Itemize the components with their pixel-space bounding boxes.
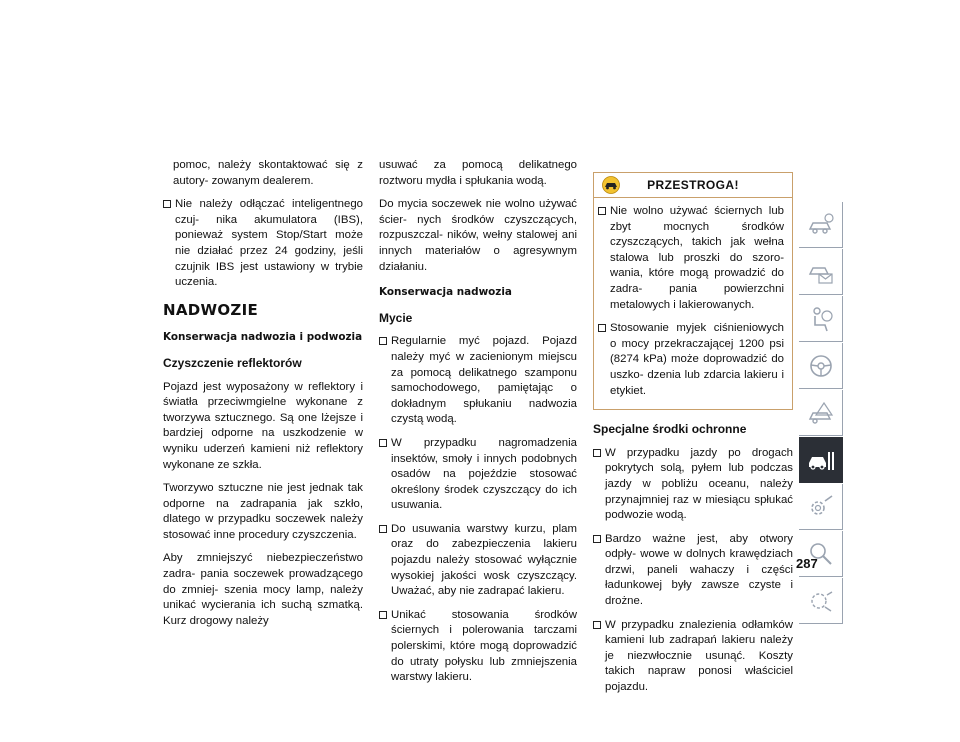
warning-header: [594, 173, 792, 198]
bullet-box-icon: [593, 449, 601, 457]
car-mail-icon: [807, 258, 835, 286]
column-middle: [379, 158, 577, 694]
bullet-box-icon: [379, 337, 387, 345]
list-item: Bardzo ważne jest, aby otwory odpły- wowe w dolnych krawędziach drzwi, paneli wahaczy i części ładunkowej były zawsze czyste i drożne.: [593, 532, 793, 610]
bullet-box-icon: [379, 439, 387, 447]
warning-title: PRZESTROGA!: [647, 178, 739, 192]
list-item: Nie należy odłączać inteligentnego czuj- nika akumulatora (IBS), ponieważ system Stop/Start może nie działać przez 24 godziny, jeśli czujnik IBS jest ustawiony w trybie uczenia.: [163, 197, 363, 291]
list-item: Regularnie myć pojazd. Pojazd należy myć w zacienionym miejscu za pomocą delikatnego szamponu samochodowego, pamiętając o dokładnym spłukaniu nadwozia czystą wodą.: [379, 334, 577, 428]
bullet-box-icon: [598, 207, 606, 215]
bullet-box-icon: [163, 200, 171, 208]
car-tools-icon: [807, 446, 835, 474]
bullet-box-icon: [379, 611, 387, 619]
airbag-seat-icon: [807, 305, 835, 333]
steering-wheel-icon: [807, 352, 835, 380]
list-item: Nie wolno używać ściernych lub zbyt mocnych środków czyszczących, takich jak wełna stalowa lub proszki do szoro- wania, które mogą prowadzić do zadra- pania powierzchni metalowych i lakierowanych.: [598, 204, 784, 313]
warning-car-icon: [600, 176, 622, 194]
paragraph: Aby zmniejszyć niebezpieczeństwo zadra- pania soczewek prowadzącego do zmniej- szenia mocy lamp, należy unikać wycierania ich suchą szmatką. Kurz drogowy należy: [163, 552, 363, 627]
warning-box: [593, 172, 793, 410]
column-left: [163, 158, 363, 637]
tab-technical[interactable]: [799, 484, 843, 530]
tab-multimedia[interactable]: [799, 578, 843, 624]
tab-getting-started[interactable]: [799, 249, 843, 295]
paragraph: Pojazd jest wyposażony w reflektory i światła przeciwmgielne wykonane z tworzywa sztucznego. Są one lżejsze i bardziej odporne na uszkodzenie w wyniku uderzeń kamieni niż reflektory wykonane ze szkła.: [163, 380, 363, 471]
bullet-box-icon: [598, 324, 606, 332]
bullet-box-icon: [593, 535, 601, 543]
list-item: Do usuwania warstwy kurzu, plam oraz do zabezpieczenia lakieru pojazdu należy stosować wyłącznie wysokiej jakości wosk czyszczący. Uważać, aby nie zadrapać lakieru.: [379, 522, 577, 600]
car-warning-icon: [807, 399, 835, 427]
gear-wrench-icon: [807, 493, 835, 521]
list-item: Stosowanie myjek ciśnieniowych o mocy przekraczającej 1200 psi (8274 kPa) może doprowadzić do uszko- dzenia lub zdarcia lakieru i etykiet.: [598, 321, 784, 399]
section-heading: Specjalne środki ochronne: [593, 422, 747, 437]
paragraph: Tworzywo sztuczne nie jest jednak tak odporne na zadrapania jak szkło, dlatego w przypadku soczewek należy stosować inne procedury czyszczenia.: [163, 482, 363, 541]
language-settings-icon: [807, 587, 835, 615]
tab-driving[interactable]: [799, 343, 843, 389]
section-heading: Czyszczenie reflektorów: [163, 355, 302, 370]
list-item: Unikać stosowania środków ściernych i polerowania tarczami polerskimi, które mogą doprowadzić do utraty połysku lub zmniejszenia warstwy lakieru.: [379, 608, 577, 686]
bullet-box-icon: [379, 525, 387, 533]
continued-text: pomoc, należy skontaktować się z autory- zowanym dealerem.: [173, 159, 363, 187]
list-item: W przypadku nagromadzenia insektów, smoły i innych podobnych osadów na pojeździe stosować określony środek czyszczący do ich usuwania.: [379, 436, 577, 514]
subsection-heading: Konserwacja nadwozia: [379, 286, 512, 299]
tab-servicing[interactable]: [799, 437, 843, 483]
tab-safety[interactable]: [799, 296, 843, 342]
page-number: 287: [796, 556, 818, 571]
car-info-icon: [807, 211, 835, 239]
warning-body: [594, 198, 792, 409]
tab-vehicle-info[interactable]: [799, 202, 843, 248]
section-heading-main: NADWOZIE: [163, 300, 259, 319]
section-heading: Mycie: [379, 310, 413, 325]
subsection-heading: Konserwacja nadwozia i podwozia: [163, 331, 363, 344]
paragraph: Do mycia soczewek nie wolno używać ścier- nych środków czyszczących, rozpuszczal- ników, wełny stalowej ani innych materiałów o agresywnym działaniu.: [379, 198, 577, 273]
column-right: [593, 160, 793, 704]
list-item: W przypadku znalezienia odłamków kamieni lub zadrapań lakieru należy je niezwłocznie usunąć. Koszty takich napraw ponosi właściciel pojazdu.: [593, 618, 793, 696]
paragraph: usuwać za pomocą delikatnego roztworu mydła i spłukania wodą.: [379, 159, 577, 187]
tab-emergency[interactable]: [799, 390, 843, 436]
list-item: W przypadku jazdy po drogach pokrytych solą, pyłem lub podczas jazdy w pobliżu oceanu, należy przynajmniej raz w miesiącu spłukać podwozie wodą.: [593, 446, 793, 524]
bullet-box-icon: [593, 621, 601, 629]
